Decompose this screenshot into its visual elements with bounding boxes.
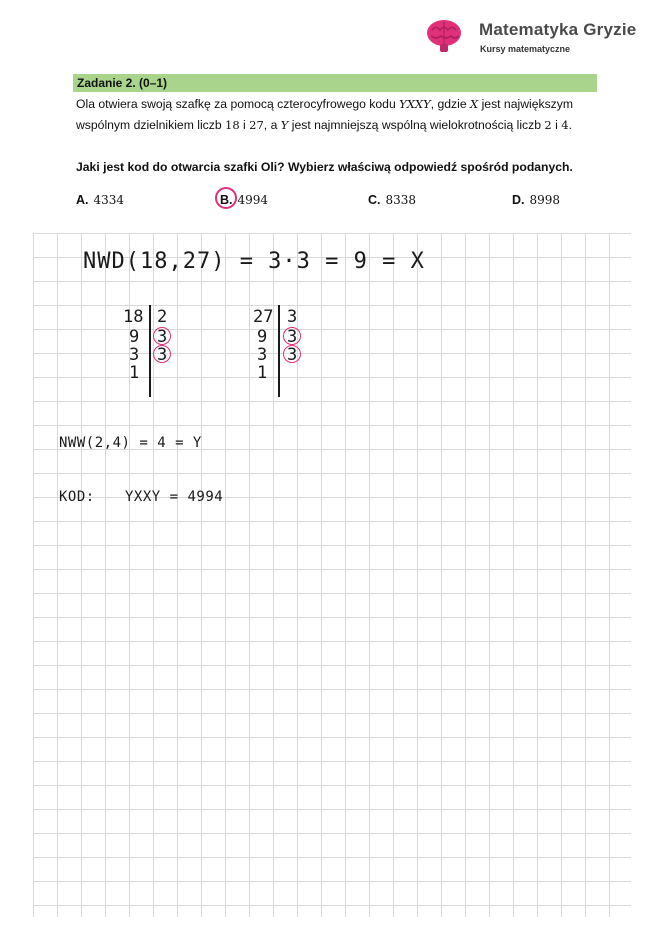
task-description: Ola otwiera swoją szafkę za pomocą czterocyfrowego kodu YXXY, gdzie X jest największym wspólnym dzielnikiem liczb 18 i 27, a Y jest najmniejszą wspólną wielokrotnością liczb 2 i 4. (76, 97, 574, 132)
div18-row: 1 (129, 363, 140, 383)
div18-bar (149, 305, 151, 397)
div27-row: 9 (257, 327, 268, 347)
selected-circle-mark (215, 187, 237, 209)
div27-row: 1 (257, 363, 268, 383)
div18-factor: 3 (157, 345, 168, 365)
div27-row: 27 (253, 307, 274, 327)
brand-header (424, 18, 660, 60)
factor-circle-mark (283, 345, 301, 363)
brand-subtitle: Kursy matematyczne (480, 44, 571, 54)
nww-line: NWW(2,4) = 4 = Y (59, 435, 202, 451)
answer-c[interactable]: C. 8338 (368, 193, 417, 207)
answer-options (76, 193, 616, 215)
div27-bar (278, 305, 280, 397)
div18-row: 9 (129, 327, 140, 347)
solution-grid (33, 233, 631, 917)
answer-b[interactable]: B. 4994 (220, 193, 268, 207)
factor-circle-mark (283, 327, 301, 345)
div18-row: 3 (129, 345, 140, 365)
div18-factor: 3 (157, 327, 168, 347)
kod-value: YXXY = 4994 (125, 489, 224, 505)
div27-factor: 3 (287, 345, 298, 365)
div18-factor: 2 (157, 307, 168, 327)
kod-label: KOD: (59, 489, 95, 505)
nwd-line: NWD(18,27) = 3·3 = 9 = X (83, 249, 425, 274)
div27-factor: 3 (287, 307, 298, 327)
div18-row: 18 (123, 307, 144, 327)
brain-icon (424, 18, 464, 54)
div27-row: 3 (257, 345, 268, 365)
answer-d[interactable]: D. 8998 (512, 193, 561, 207)
brand-name: Matematyka Gryzie (479, 20, 637, 39)
task-question: Jaki jest kod do otwarcia szafki Oli? Wybierz właściwą odpowiedź spośród podanych. (76, 160, 573, 174)
task-title: Zadanie 2. (0–1) (73, 74, 597, 92)
div27-factor: 3 (287, 327, 298, 347)
answer-a[interactable]: A. 4334 (76, 193, 125, 207)
factor-circle-mark (153, 345, 171, 363)
factor-circle-mark (153, 327, 171, 345)
